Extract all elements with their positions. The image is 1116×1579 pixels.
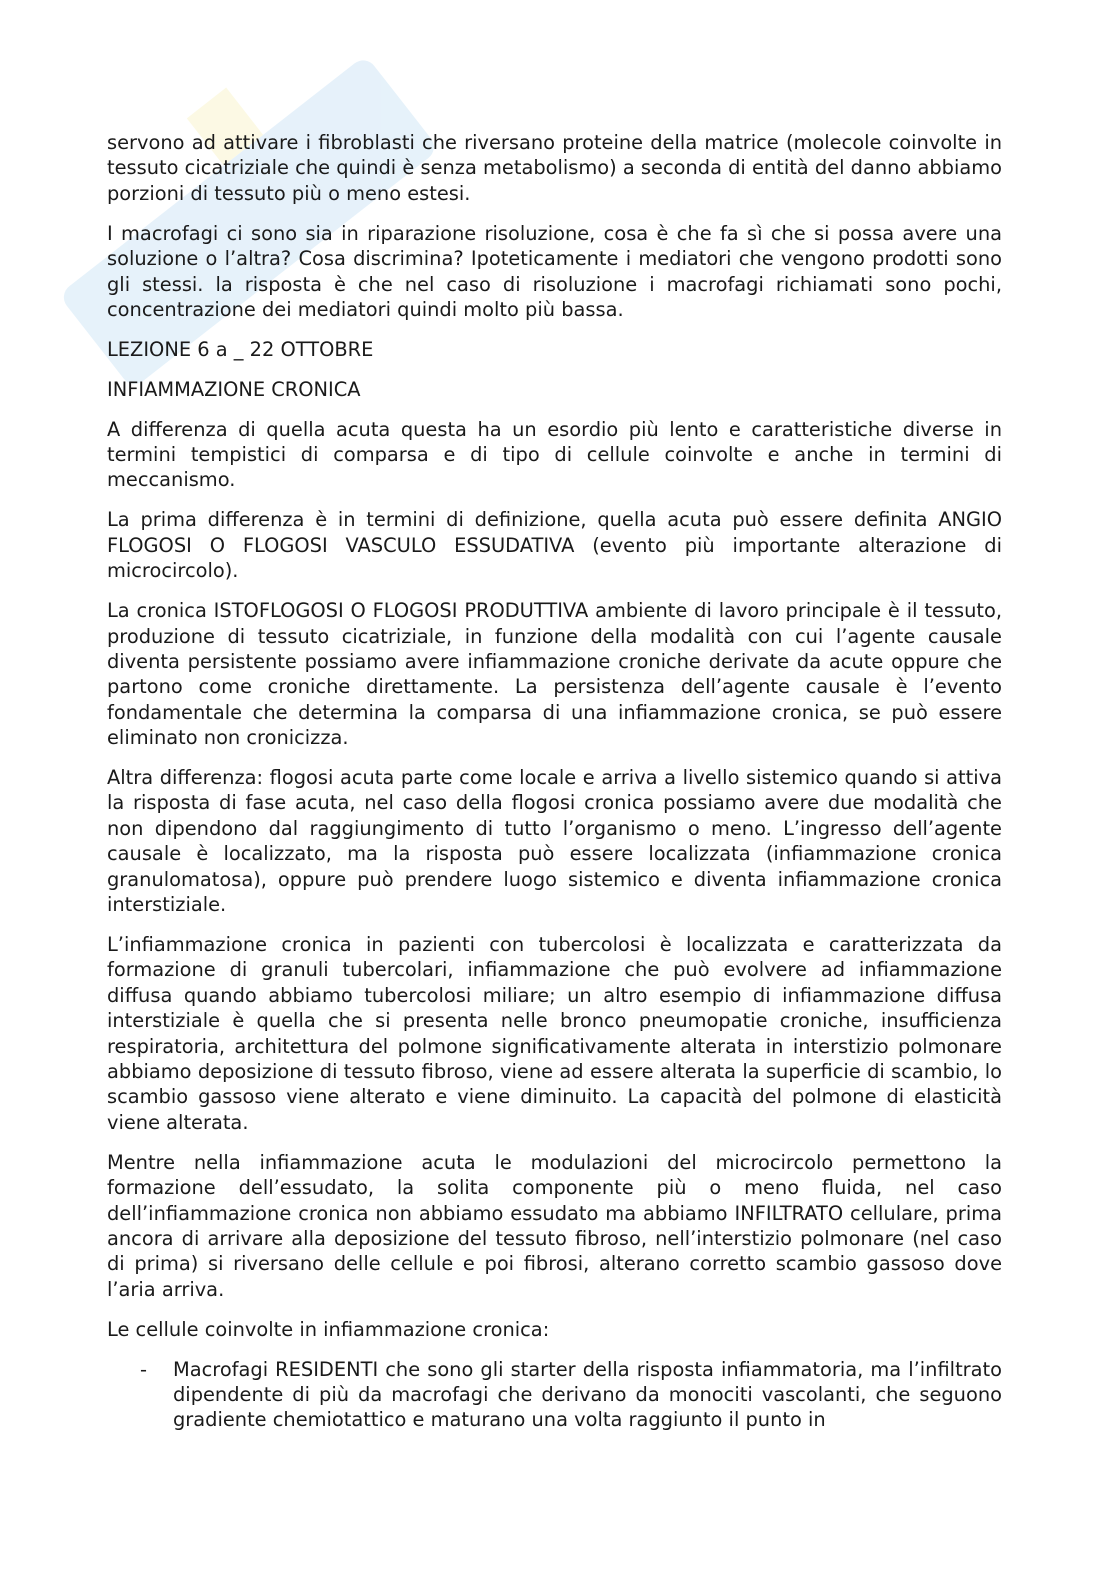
section-title: INFIAMMAZIONE CRONICA <box>107 377 361 401</box>
paragraph-definizione: La prima differenza è in termini di definizione, quella acuta può essere definita ANGIO FLOGOSI O FLOGOSI VASCULO ESSUDATIVA (evento più importante alterazione di microcircolo). <box>107 508 1002 583</box>
paragraph-fibroblasti: servono ad attivare i fibroblasti che riversano proteine della matrice (molecole coinvolte in tessuto cicatriziale che quindi è senza metabolismo) a seconda di entità del danno abbiamo porzioni di tessuto più o meno estesi. <box>107 131 1002 205</box>
paragraph-tubercolosi: L’infiammazione cronica in pazienti con tubercolosi è localizzata e caratterizzata da formazione di granuli tubercolari, infiammazione che può evolvere ad infiammazione diffusa quando abbiamo tubercolosi miliare; un altro esempio di infiammazione diffusa interstiziale è quella che si presenta nelle bronco pneumopatie croniche, insufficienza respiratoria, architettura del polmone significativamente alterata in interstizio polmonare abbiamo deposizione di tessuto fibroso, viene ad essere alterata la superficie di scambio, lo scambio gassoso viene alterato e viene diminuito. La capacità del polmone di elasticità viene alterata. <box>107 932 1002 1134</box>
list-item <box>107 1357 1002 1433</box>
paragraph-differenza-acuta: A differenza di quella acuta questa ha un esordio più lento e caratteristiche diverse in termini tempistici di comparsa e di tipo di cellule coinvolte e anche in termini di meccanismo. <box>107 417 1002 492</box>
paragraph-altra-differenza: Altra differenza: flogosi acuta parte come locale e arriva a livello sistemico quando si attiva la risposta di fase acuta, nel caso della flogosi cronica possiamo avere due modalità che non dipendono dal raggiungimento di tutto l’organismo o meno. L’ingresso dell’agente causale è localizzato, ma la risposta può essere localizzata (infiammazione cronica granulomatosa), oppure può prendere luogo sistemico e diventa infiammazione cronica interstiziale. <box>107 766 1002 917</box>
list-item-text: Macrofagi RESIDENTI che sono gli starter della risposta infiammatoria, ma l’infiltrato dipendente di più da macrofagi che derivano da monociti vascolanti, che seguono gradiente chemiotattico e maturano una volta raggiunto il punto in <box>173 1357 1002 1432</box>
paragraph-infiltrato: Mentre nella infiammazione acuta le modulazioni del microcircolo permettono la formazione dell’essudato, la solita componente più o meno fluida, nel caso dell’infiammazione cronica non abbiamo essudato ma abbiamo INFILTRATO cellulare, prima ancora di arrivare alla deposizione del tessuto fibroso, nell’interstizio polmonare (nel caso di prima) si riversano delle cellule e poi fibrosi, alterano corretto scambio gassoso dove l’aria arriva. <box>107 1150 1002 1301</box>
cell-list <box>107 1357 1002 1433</box>
lesson-heading: LEZIONE 6 a _ 22 OTTOBRE <box>107 337 374 361</box>
paragraph-macrofagi: I macrofagi ci sono sia in riparazione risoluzione, cosa è che fa sì che si possa avere una soluzione o l’altra? Cosa discrimina? Ipoteticamente i mediatori che vengono prodotti sono gli stessi. la risposta è che nel caso di risoluzione i macrofagi richiamati sono pochi, concentrazione dei mediatori quindi molto più bassa. <box>107 221 1002 321</box>
document-page <box>107 130 1002 1433</box>
paragraph-cellule-intro: Le cellule coinvolte in infiammazione cronica: <box>107 1317 550 1341</box>
paragraph-cronica: La cronica ISTOFLOGOSI O FLOGOSI PRODUTTIVA ambiente di lavoro principale è il tessuto, produzione di tessuto cicatriziale, in funzione della modalità con cui l’agente causale diventa persistente possiamo avere infiammazione croniche derivate da acute oppure che partono come croniche direttamente. La persistenza dell’agente causale è l’evento fondamentale che determina la comparsa di una infiammazione cronica, se può essere eliminato non cronicizza. <box>107 599 1002 750</box>
list-marker: - <box>140 1357 147 1381</box>
